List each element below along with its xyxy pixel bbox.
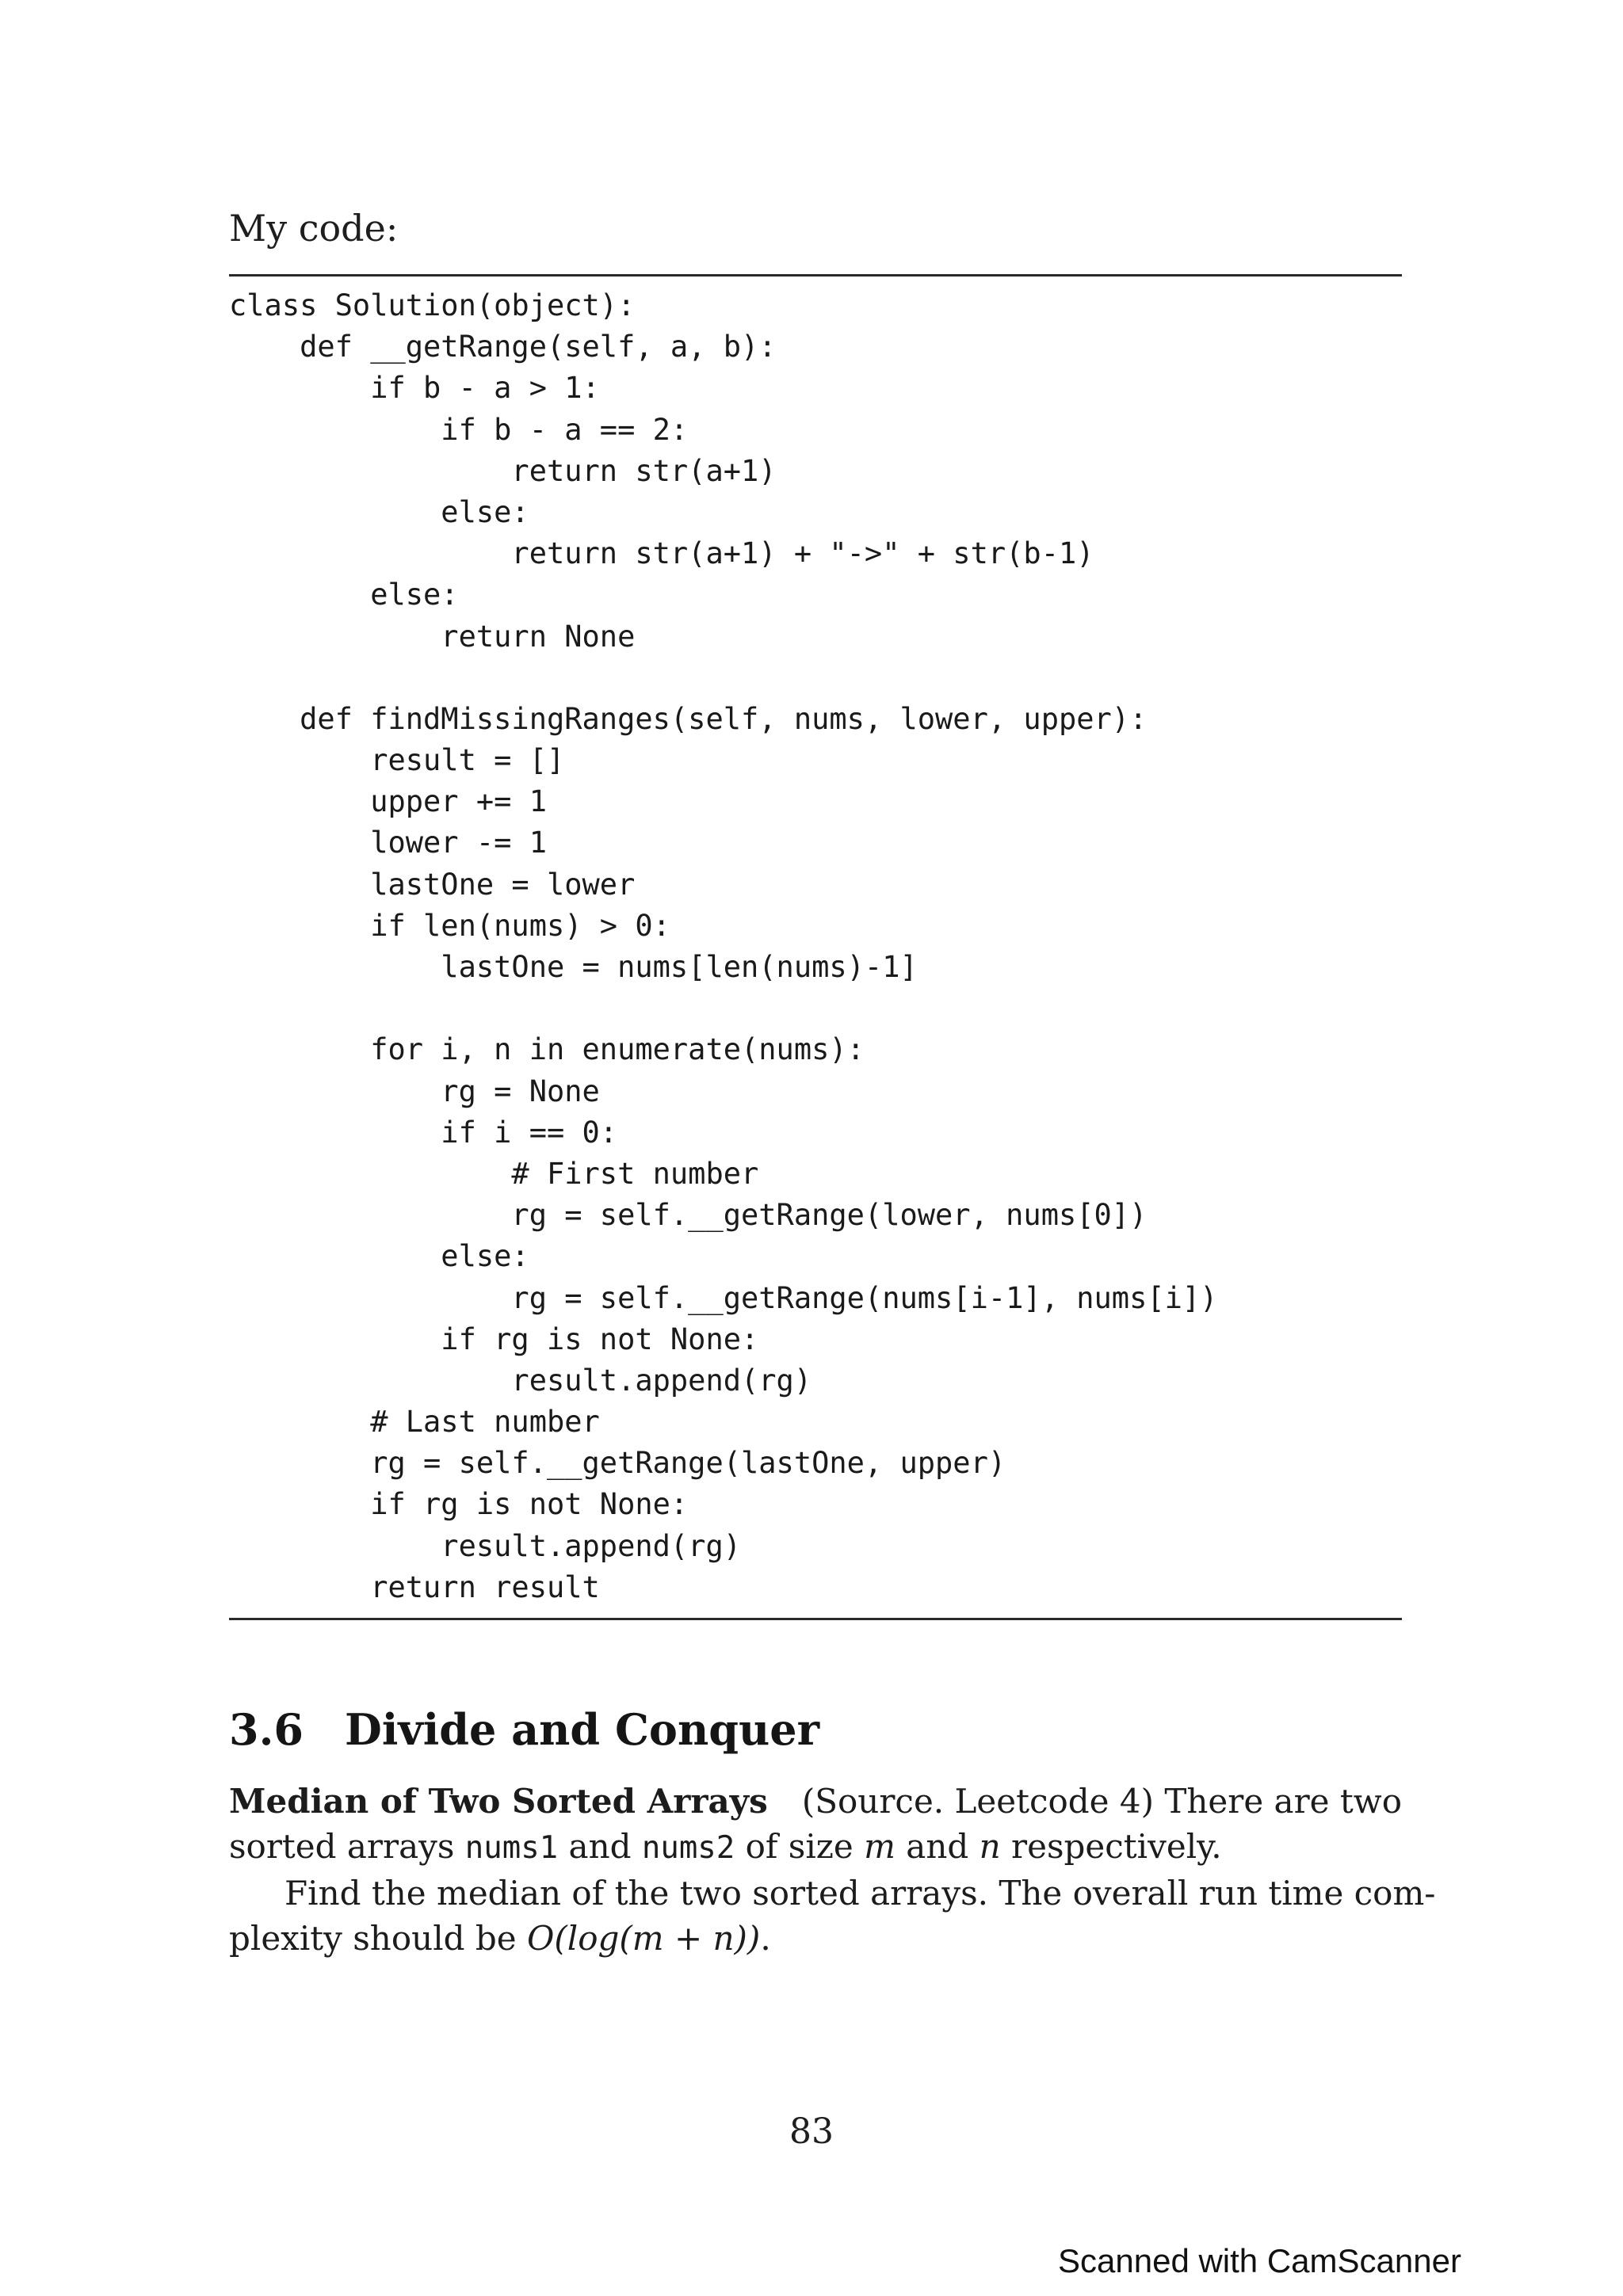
code-line: class Solution(object): <box>229 288 636 322</box>
section-number: 3.6 <box>229 1704 304 1755</box>
code-line: if rg is not None: <box>229 1487 689 1522</box>
text-run: respectively. <box>1000 1827 1222 1866</box>
code-line <box>229 988 1402 1029</box>
paragraph-line-1 <box>229 1779 1402 1824</box>
text-run: of size <box>735 1827 865 1866</box>
code-line: else: <box>229 578 459 612</box>
code-listing <box>229 285 1402 1608</box>
paragraph-line-2 <box>229 1824 1402 1871</box>
code-line <box>229 658 1402 699</box>
page-number: 83 <box>789 2111 834 2152</box>
code-line: result = [] <box>229 743 565 778</box>
code-top-rule <box>229 274 1402 277</box>
code-line: if b - a > 1: <box>229 371 600 406</box>
text-run: plexity should be <box>229 1919 527 1958</box>
paragraph-line-3: Find the median of the two sorted arrays. The overall run time com- <box>285 1874 1436 1913</box>
code-line: if len(nums) > 0: <box>229 908 670 943</box>
code-line: else: <box>229 494 529 529</box>
code-line: result.append(rg) <box>229 1363 812 1398</box>
code-line: rg = None <box>229 1074 600 1108</box>
text-run: . <box>760 1919 771 1958</box>
code-line: upper += 1 <box>229 784 547 819</box>
code-line: if rg is not None: <box>229 1322 759 1356</box>
code-line: else: <box>229 1239 529 1274</box>
problem-source: (Source. Leetcode 4) There are two <box>801 1782 1402 1821</box>
code-line: if b - a == 2: <box>229 412 689 447</box>
code-line: result.append(rg) <box>229 1528 742 1563</box>
code-line: return None <box>229 619 636 654</box>
code-line: return result <box>229 1569 600 1604</box>
paragraph-line-4 <box>229 1916 1402 1961</box>
text-run: and <box>558 1827 642 1866</box>
code-line: for i, n in enumerate(nums): <box>229 1032 865 1067</box>
code-term-nums2: nums2 <box>641 1830 735 1866</box>
code-line: # First number <box>229 1156 759 1191</box>
code-line: return str(a+1) <box>229 453 777 488</box>
code-line: def findMissingRanges(self, nums, lower, upper): <box>229 701 1148 736</box>
math-m: m <box>864 1827 896 1866</box>
code-line: lastOne = nums[len(nums)-1] <box>229 950 918 984</box>
code-line: rg = self.__getRange(lastOne, upper) <box>229 1446 1006 1481</box>
code-line: rg = self.__getRange(lower, nums[0]) <box>229 1198 1148 1233</box>
text-run: and <box>895 1827 980 1866</box>
complexity-formula: O(log(m + n)) <box>526 1919 761 1958</box>
intro-label: My code: <box>229 207 399 250</box>
scanner-watermark: Scanned with CamScanner <box>1058 2242 1461 2279</box>
problem-title: Median of Two Sorted Arrays <box>229 1782 768 1821</box>
code-line: return str(a+1) + "->" + str(b-1) <box>229 536 1094 571</box>
code-line: lower -= 1 <box>229 826 547 860</box>
code-line: # Last number <box>229 1405 600 1440</box>
math-n: n <box>979 1827 1001 1866</box>
code-term-nums1: nums1 <box>464 1830 559 1866</box>
section-heading <box>229 1702 819 1757</box>
code-line: lastOne = lower <box>229 867 636 902</box>
code-line: if i == 0: <box>229 1115 618 1150</box>
code-line: def __getRange(self, a, b): <box>229 330 777 364</box>
section-title: Divide and Conquer <box>345 1704 820 1755</box>
text-run: sorted arrays <box>229 1827 465 1866</box>
problem-paragraph <box>229 1779 1436 1961</box>
code-bottom-rule <box>229 1618 1402 1620</box>
code-line: rg = self.__getRange(nums[i-1], nums[i]) <box>229 1280 1218 1315</box>
